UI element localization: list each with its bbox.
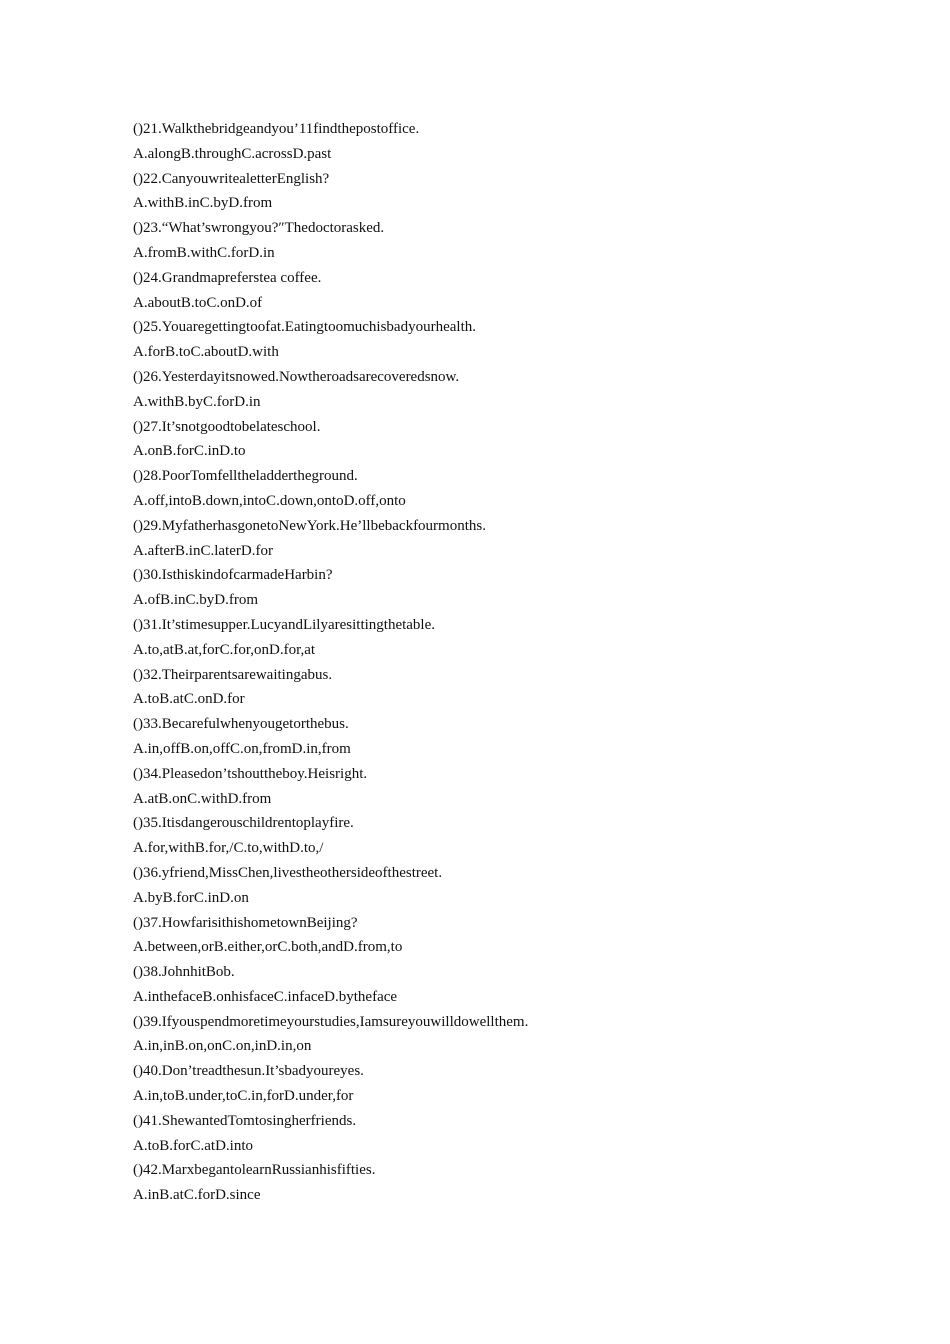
question-options: A.off,intoB.down,intoC.down,ontoD.off,onto: [133, 492, 406, 509]
question-stem: ()21.Walkthebridgeandyou’11findthepostoffice.: [133, 121, 420, 137]
question-stem: ()35.Itisdangerouschildrentoplayfire.: [133, 815, 354, 832]
question-options: A.between,orB.either,orC.both,andD.from,to: [133, 939, 403, 956]
question-options: A.inB.atC.forD.since: [133, 1187, 261, 1204]
question-stem: ()24.Grandmapreferstea coffee.: [133, 269, 322, 286]
question-stem: ()32.Theirparentsarewaitingabus.: [133, 666, 333, 683]
question-stem: ()26.Yesterdayitsnowed.Nowtheroadsarecoveredsnow.: [133, 368, 460, 385]
exercise-list: [133, 117, 893, 1208]
question-stem: ()22.CanyouwritealetterEnglish?: [133, 170, 330, 187]
question-stem: ()23.“What’swrongyou?″Thedoctorasked.: [133, 220, 385, 237]
question-options: A.for,withB.for,/C.to,withD.to,/: [133, 840, 324, 857]
question-options: A.aboutB.toC.onD.of: [133, 294, 263, 311]
question-options: A.to,atB.at,forC.for,onD.for,at: [133, 641, 316, 658]
question-stem: ()41.ShewantedTomtosingherfriends.: [133, 1112, 357, 1129]
question-stem: ()31.It’stimesupper.LucyandLilyaresittingthetable.: [133, 616, 435, 633]
question-stem: ()34.Pleasedon’tshouttheboy.Heisright.: [133, 765, 368, 782]
question-options: A.inthefaceB.onhisfaceC.infaceD.bytheface: [133, 988, 398, 1005]
question-options: A.alongB.throughC.acrossD.past: [133, 145, 332, 162]
question-options: A.toB.forC.atD.into: [133, 1137, 253, 1154]
question-options: A.toB.atC.onD.for: [133, 691, 245, 708]
question-options: A.withB.inC.byD.from: [133, 195, 273, 212]
question-options: A.onB.forC.inD.to: [133, 443, 246, 460]
question-stem: ()30.IsthiskindofcarmadeHarbin?: [133, 567, 333, 584]
question-options: A.byB.forC.inD.on: [133, 889, 249, 906]
question-stem: ()29.MyfatherhasgonetoNewYork.He’llbebackfourmonths.: [133, 517, 486, 534]
question-stem: ()25.Youaregettingtoofat.Eatingtoomuchisbadyourhealth.: [133, 319, 476, 336]
question-options: A.in,inB.on,onC.on,inD.in,on: [133, 1038, 312, 1055]
question-options: A.atB.onC.withD.from: [133, 790, 272, 807]
question-stem: ()42.MarxbegantolearnRussianhisfifties.: [133, 1162, 376, 1179]
question-stem: ()33.Becarefulwhenyougetorthebus.: [133, 716, 349, 733]
question-stem: ()27.It’snotgoodtobelateschool.: [133, 418, 321, 435]
question-options: A.fromB.withC.forD.in: [133, 244, 275, 261]
question-options: A.afterB.inC.laterD.for: [133, 542, 273, 559]
question-options: A.forB.toC.aboutD.with: [133, 344, 279, 361]
question-stem: ()36.yfriend,MissChen,livestheothersideofthestreet.: [133, 864, 443, 881]
question-options: A.in,toB.under,toC.in,forD.under,for: [133, 1088, 354, 1105]
question-options: A.in,offB.on,offC.on,fromD.in,from: [133, 740, 351, 757]
question-stem: ()28.PoorTomfelltheladdertheground.: [133, 468, 358, 485]
question-stem: ()39.Ifyouspendmoretimeyourstudies,Iamsureyouwilldowellthem.: [133, 1013, 529, 1030]
question-stem: ()38.JohnhitBob.: [133, 964, 235, 981]
question-options: A.withB.byC.forD.in: [133, 393, 261, 410]
question-options: A.ofB.inC.byD.from: [133, 592, 258, 609]
question-stem: ()37.HowfarisithishometownBeijing?: [133, 914, 358, 931]
question-stem: ()40.Don’treadthesun.It’sbadyoureyes.: [133, 1063, 364, 1080]
